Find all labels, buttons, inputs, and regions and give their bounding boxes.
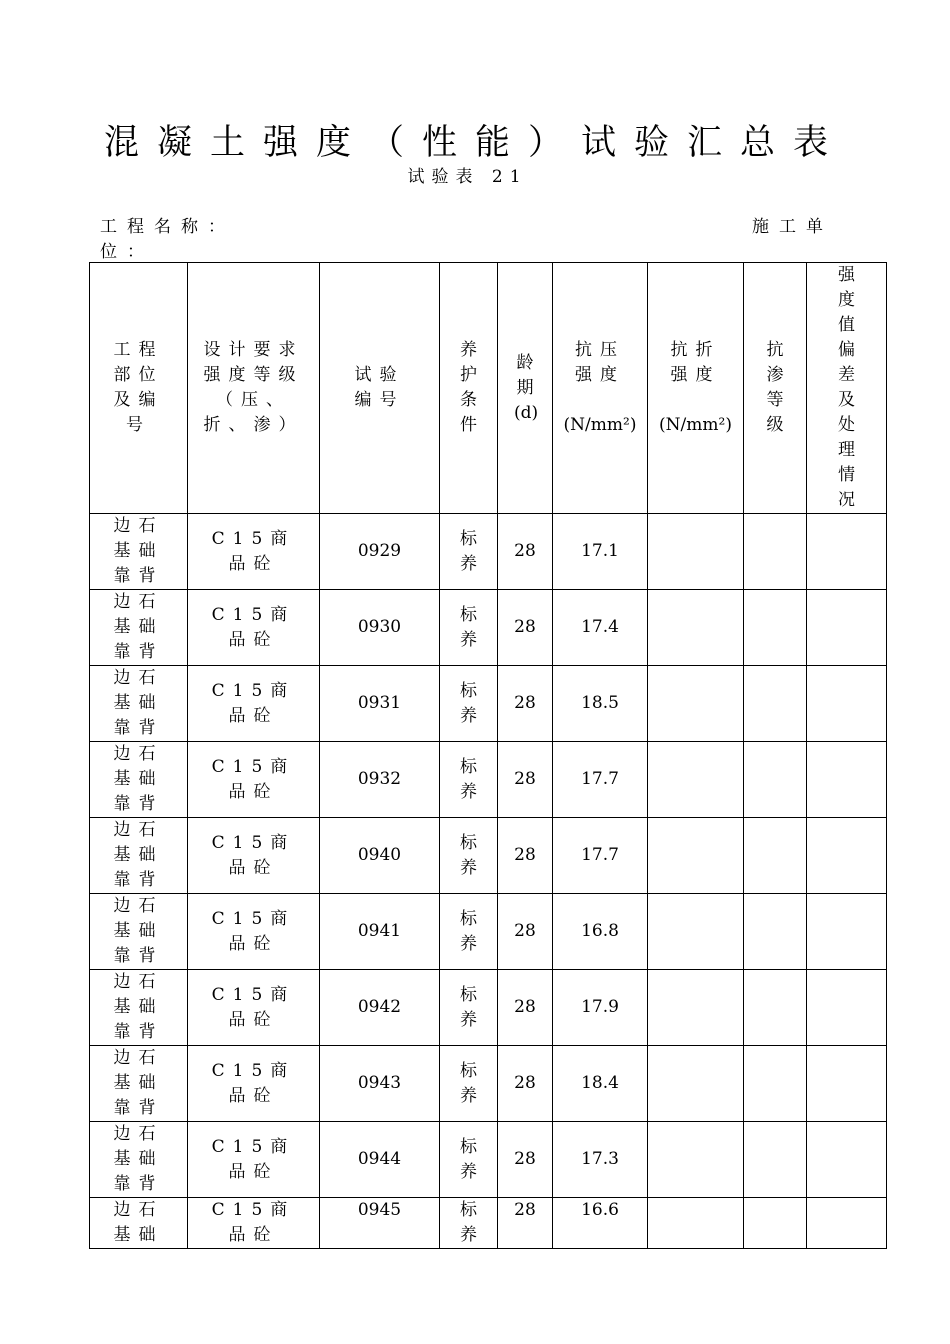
cell-age: 28 — [498, 1122, 553, 1198]
header-design-req: 设计要求强度等级（压、折、渗） — [188, 263, 320, 514]
cell-impermeability — [744, 514, 807, 590]
header-location: 工程部位及编号 — [90, 263, 188, 514]
cell-sample-no: 0929 — [320, 514, 440, 590]
cell-location: 边石基础靠背 — [90, 818, 188, 894]
table-row — [90, 1198, 887, 1249]
cell-curing: 标养 — [440, 1046, 498, 1122]
cell-age: 28 — [498, 742, 553, 818]
cell-curing: 标养 — [440, 1122, 498, 1198]
header-compressive: 抗压强度 (N/mm²) — [553, 263, 648, 514]
cell-age: 28 — [498, 970, 553, 1046]
cell-impermeability — [744, 894, 807, 970]
cell-sample-no: 0932 — [320, 742, 440, 818]
header-flexural: 抗折强度 (N/mm²) — [648, 263, 744, 514]
cell-location: 边石基础靠背 — [90, 666, 188, 742]
project-name-label: 工程名称： — [100, 217, 235, 237]
header-curing: 养护条件 — [440, 263, 498, 514]
cell-design: C15商品砼 — [188, 894, 320, 970]
cell-flexural — [648, 1198, 744, 1249]
cell-location: 边石基础靠背 — [90, 970, 188, 1046]
cell-remark — [807, 742, 887, 818]
cell-sample-no: 0940 — [320, 818, 440, 894]
cell-curing: 标养 — [440, 590, 498, 666]
cell-flexural — [648, 514, 744, 590]
cell-impermeability — [744, 1122, 807, 1198]
test-summary-table — [89, 262, 887, 1249]
table-row — [90, 514, 887, 590]
cell-remark — [807, 590, 887, 666]
cell-design: C15商品砼 — [188, 1198, 320, 1249]
header-impermeability: 抗渗等级 — [744, 263, 807, 514]
table-row — [90, 894, 887, 970]
cell-impermeability — [744, 1046, 807, 1122]
header-sample-no: 试验编号 — [320, 263, 440, 514]
table-row — [90, 590, 887, 666]
cell-compressive: 18.5 — [553, 666, 648, 742]
cell-flexural — [648, 666, 744, 742]
cell-compressive: 17.7 — [553, 742, 648, 818]
cell-remark — [807, 1046, 887, 1122]
cell-impermeability — [744, 970, 807, 1046]
construction-unit-label: 施工单 — [752, 217, 833, 237]
cell-curing: 标养 — [440, 818, 498, 894]
cell-curing: 标养 — [440, 894, 498, 970]
cell-age: 28 — [498, 894, 553, 970]
cell-compressive: 17.4 — [553, 590, 648, 666]
cell-flexural — [648, 590, 744, 666]
cell-compressive: 16.6 — [553, 1198, 648, 1249]
cell-curing: 标养 — [440, 666, 498, 742]
cell-compressive: 16.8 — [553, 894, 648, 970]
table-row — [90, 1046, 887, 1122]
cell-compressive: 18.4 — [553, 1046, 648, 1122]
cell-age: 28 — [498, 514, 553, 590]
cell-design: C15商品砼 — [188, 1122, 320, 1198]
cell-flexural — [648, 894, 744, 970]
cell-impermeability — [744, 742, 807, 818]
table-row — [90, 1122, 887, 1198]
cell-age: 28 — [498, 1198, 553, 1249]
cell-remark — [807, 1122, 887, 1198]
cell-age: 28 — [498, 590, 553, 666]
cell-remark — [807, 1198, 887, 1249]
cell-remark — [807, 894, 887, 970]
cell-compressive: 17.9 — [553, 970, 648, 1046]
cell-sample-no: 0944 — [320, 1122, 440, 1198]
cell-flexural — [648, 1046, 744, 1122]
cell-curing: 标养 — [440, 970, 498, 1046]
cell-impermeability — [744, 590, 807, 666]
cell-compressive: 17.3 — [553, 1122, 648, 1198]
table-header-row — [90, 263, 887, 514]
cell-location: 边石基础靠背 — [90, 1046, 188, 1122]
cell-design: C15商品砼 — [188, 742, 320, 818]
cell-location: 边石基础靠背 — [90, 742, 188, 818]
cell-design: C15商品砼 — [188, 666, 320, 742]
cell-curing: 标养 — [440, 1198, 498, 1249]
form-number: 试验表 21 — [407, 167, 528, 187]
cell-location: 边石基础靠背 — [90, 590, 188, 666]
cell-age: 28 — [498, 818, 553, 894]
cell-impermeability — [744, 818, 807, 894]
table-row — [90, 970, 887, 1046]
cell-flexural — [648, 818, 744, 894]
cell-sample-no: 0930 — [320, 590, 440, 666]
cell-sample-no: 0941 — [320, 894, 440, 970]
cell-flexural — [648, 970, 744, 1046]
cell-age: 28 — [498, 666, 553, 742]
cell-design: C15商品砼 — [188, 970, 320, 1046]
cell-design: C15商品砼 — [188, 590, 320, 666]
cell-sample-no: 0942 — [320, 970, 440, 1046]
cell-location: 边石基础靠背 — [90, 894, 188, 970]
table-row — [90, 742, 887, 818]
cell-age: 28 — [498, 1046, 553, 1122]
cell-design: C15商品砼 — [188, 514, 320, 590]
cell-curing: 标养 — [440, 514, 498, 590]
cell-remark — [807, 666, 887, 742]
cell-flexural — [648, 742, 744, 818]
cell-impermeability — [744, 1198, 807, 1249]
cell-impermeability — [744, 666, 807, 742]
cell-location: 边石基础 — [90, 1198, 188, 1249]
cell-sample-no: 0931 — [320, 666, 440, 742]
cell-remark — [807, 818, 887, 894]
table-row — [90, 818, 887, 894]
cell-sample-no: 0943 — [320, 1046, 440, 1122]
cell-design: C15商品砼 — [188, 818, 320, 894]
cell-remark — [807, 514, 887, 590]
cell-curing: 标养 — [440, 742, 498, 818]
cell-flexural — [648, 1122, 744, 1198]
construction-unit-label-cont: 位： — [100, 242, 154, 262]
header-age: 龄期(d) — [498, 263, 553, 514]
cell-remark — [807, 970, 887, 1046]
cell-compressive: 17.7 — [553, 818, 648, 894]
header-deviation: 强度值偏差及处理情况 — [807, 263, 887, 514]
cell-location: 边石基础靠背 — [90, 514, 188, 590]
page-title: 混凝土强度（性能）试验汇总表 — [103, 123, 846, 163]
cell-compressive: 17.1 — [553, 514, 648, 590]
table-row — [90, 666, 887, 742]
cell-design: C15商品砼 — [188, 1046, 320, 1122]
cell-sample-no: 0945 — [320, 1198, 440, 1249]
cell-location: 边石基础靠背 — [90, 1122, 188, 1198]
